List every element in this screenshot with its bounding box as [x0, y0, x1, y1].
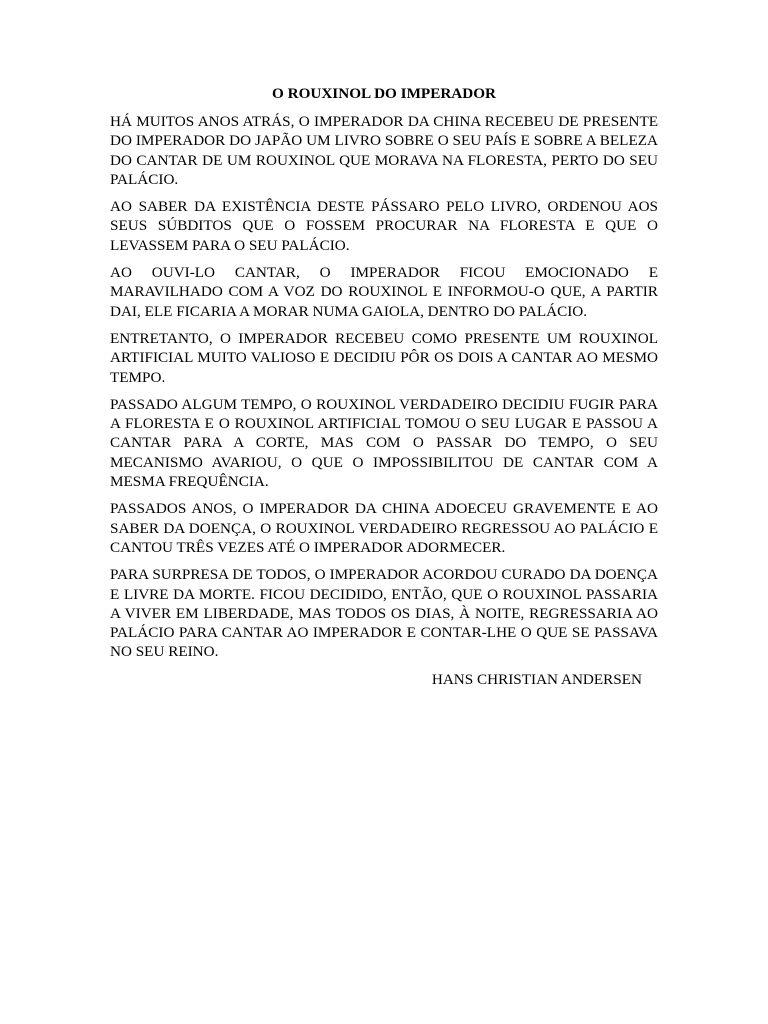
paragraph-6: PASSADOS ANOS, O IMPERADOR DA CHINA ADOECEU GRAVEMENTE E AO SABER DA DOENÇA, O ROUXINOL VERDADEIRO REGRESSOU AO PALÁCIO E CANTOU TRÊS VEZES ATÉ O IMPERADOR ADORMECER.	[110, 500, 658, 556]
document-page	[110, 84, 658, 689]
paragraph-5: PASSADO ALGUM TEMPO, O ROUXINOL VERDADEIRO DECIDIU FUGIR PARA A FLORESTA E O ROUXINOL ARTIFICIAL TOMOU O SEU LUGAR E PASSOU A CANTAR PARA A CORTE, MAS COM O PASSAR DO TEMPO, O SEU MECANISMO AVARIOU, O QUE O IMPOSSIBILITOU DE CANTAR COM A MESMA FREQUÊNCIA.	[110, 395, 658, 491]
paragraph-1: HÁ MUITOS ANOS ATRÁS, O IMPERADOR DA CHINA RECEBEU DE PRESENTE DO IMPERADOR DO JAPÃO UM LIVRO SOBRE O SEU PAÍS E SOBRE A BELEZA DO CANTAR DE UM ROUXINOL QUE MORAVA NA FLORESTA, PERTO DO SEU PALÁCIO.	[110, 113, 658, 188]
paragraph-7: PARA SURPRESA DE TODOS, O IMPERADOR ACORDOU CURADO DA DOENÇA E LIVRE DA MORTE. FICOU DECIDIDO, ENTÃO, QUE O ROUXINOL PASSARIA A VIVER EM LIBERDADE, MAS TODOS OS DIAS, À NOITE, REGRESSARIA AO PALÁCIO PARA CANTAR AO IMPERADOR E CONTAR-LHE O QUE SE PASSAVA NO SEU REINO.	[110, 566, 658, 661]
paragraph-4: ENTRETANTO, O IMPERADOR RECEBEU COMO PRESENTE UM ROUXINOL ARTIFICIAL MUITO VALIOSO E DECIDIU PÔR OS DOIS A CANTAR AO MESMO TEMPO.	[110, 329, 658, 386]
author-signature: HANS CHRISTIAN ANDERSEN	[431, 670, 642, 688]
document-title: O ROUXINOL DO IMPERADOR	[271, 85, 497, 102]
paragraph-2: AO SABER DA EXISTÊNCIA DESTE PÁSSARO PELO LIVRO, ORDENOU AOS SEUS SÚBDITOS QUE O FOSSEM PROCURAR NA FLORESTA E QUE O LEVASSEM PARA O SEU PALÁCIO.	[110, 198, 658, 254]
paragraph-3: AO OUVI-LO CANTAR, O IMPERADOR FICOU EMOCIONADO E MARAVILHADO COM A VOZ DO ROUXINOL E INFORMOU-O QUE, A PARTIR DAI, ELE FICARIA A MORAR NUMA GAIOLA, DENTRO DO PALÁCIO.	[110, 264, 658, 320]
